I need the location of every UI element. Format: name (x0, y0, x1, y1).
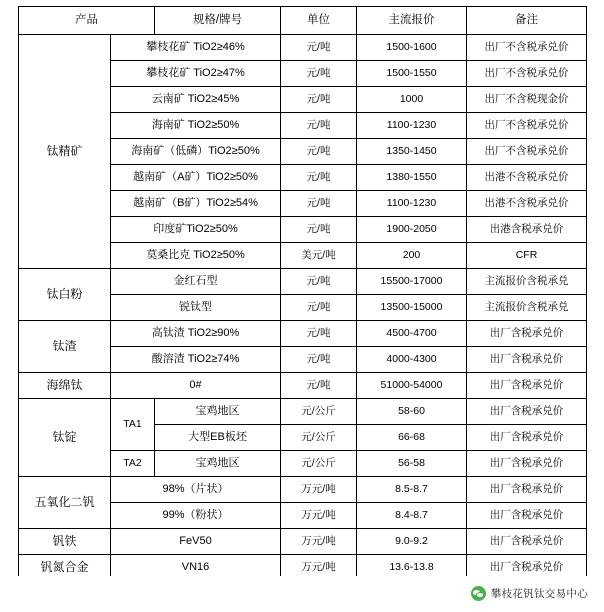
item-cell: 宝鸡地区 (155, 451, 281, 477)
price-cell: 200 (357, 243, 467, 269)
group-cell: 钛锭 (19, 399, 111, 477)
item-cell: FeV50 (111, 529, 281, 555)
note-cell: 出厂含税承兑价 (467, 347, 587, 373)
grade-cell: TA2 (111, 451, 155, 477)
unit-cell: 元/公斤 (281, 451, 357, 477)
header-unit: 单位 (281, 7, 357, 35)
group-cell: 钒氮合金 (19, 555, 111, 581)
unit-cell: 万元/吨 (281, 555, 357, 581)
table-row (19, 529, 587, 555)
table-row (19, 373, 587, 399)
note-cell: 出厂含税承兑价 (467, 477, 587, 503)
header-note: 备注 (467, 7, 587, 35)
group-cell: 钛白粉 (19, 269, 111, 321)
note-cell: 出厂不含税承兑价 (467, 139, 587, 165)
table-row (19, 477, 587, 503)
unit-cell: 元/公斤 (281, 425, 357, 451)
table-body (19, 35, 587, 581)
item-cell: 印度矿TiO2≥50% (111, 217, 281, 243)
item-cell: 98%（片状） (111, 477, 281, 503)
price-cell: 1500-1550 (357, 61, 467, 87)
unit-cell: 美元/吨 (281, 243, 357, 269)
note-cell: 出港不含税承兑价 (467, 191, 587, 217)
note-cell: 出港不含税承兑价 (467, 165, 587, 191)
price-cell: 1000 (357, 87, 467, 113)
unit-cell: 元/吨 (281, 61, 357, 87)
item-cell: VN16 (111, 555, 281, 581)
item-cell: 越南矿（A矿）TiO2≥50% (111, 165, 281, 191)
unit-cell: 元/吨 (281, 113, 357, 139)
price-table (18, 6, 587, 581)
note-cell: CFR (467, 243, 587, 269)
item-cell: 大型EB板坯 (155, 425, 281, 451)
note-cell: 出厂不含税承兑价 (467, 61, 587, 87)
price-table-container (18, 6, 586, 581)
item-cell: 锐钛型 (111, 295, 281, 321)
note-cell: 出厂含税承兑价 (467, 399, 587, 425)
header-spec: 规格/牌号 (155, 7, 281, 35)
item-cell: 0# (111, 373, 281, 399)
item-cell: 酸溶渣 TiO2≥74% (111, 347, 281, 373)
table-header-row (19, 7, 587, 35)
note-cell: 出厂含税承兑价 (467, 321, 587, 347)
unit-cell: 万元/吨 (281, 529, 357, 555)
group-cell: 海绵钛 (19, 373, 111, 399)
unit-cell: 元/吨 (281, 87, 357, 113)
item-cell: 宝鸡地区 (155, 399, 281, 425)
price-cell: 1350-1450 (357, 139, 467, 165)
note-cell: 主流报价含税承兑 (467, 269, 587, 295)
item-cell: 高钛渣 TiO2≥90% (111, 321, 281, 347)
wechat-account-name: 攀枝花钒钛交易中心 (490, 588, 588, 600)
price-cell: 66-68 (357, 425, 467, 451)
grade-cell: TA1 (111, 399, 155, 451)
note-cell: 出厂含税承兑价 (467, 503, 587, 529)
price-cell: 51000-54000 (357, 373, 467, 399)
item-cell: 99%（粉状） (111, 503, 281, 529)
item-cell: 海南矿 TiO2≥50% (111, 113, 281, 139)
price-cell: 1900-2050 (357, 217, 467, 243)
table-row (19, 321, 587, 347)
price-cell: 1500-1600 (357, 35, 467, 61)
table-header (19, 7, 587, 35)
note-cell: 出厂不含税现金价 (467, 87, 587, 113)
note-cell: 出厂含税承兑价 (467, 373, 587, 399)
price-cell: 1100-1230 (357, 191, 467, 217)
table-row (19, 399, 587, 425)
item-cell: 攀枝花矿 TiO2≥46% (111, 35, 281, 61)
unit-cell: 元/吨 (281, 373, 357, 399)
header-price: 主流报价 (357, 7, 467, 35)
item-cell: 海南矿（低磷）TiO2≥50% (111, 139, 281, 165)
unit-cell: 元/吨 (281, 165, 357, 191)
group-cell: 五氧化二钒 (19, 477, 111, 529)
table-row (19, 35, 587, 61)
unit-cell: 万元/吨 (281, 477, 357, 503)
note-cell: 主流报价含税承兑 (467, 295, 587, 321)
unit-cell: 元/吨 (281, 35, 357, 61)
header-product: 产品 (19, 7, 155, 35)
note-cell: 出厂不含税承兑价 (467, 113, 587, 139)
price-cell: 8.4-8.7 (357, 503, 467, 529)
note-cell: 出厂不含税承兑价 (467, 35, 587, 61)
price-cell: 58-60 (357, 399, 467, 425)
item-cell: 云南矿 TiO2≥45% (111, 87, 281, 113)
item-cell: 攀枝花矿 TiO2≥47% (111, 61, 281, 87)
wechat-attribution (471, 586, 588, 601)
item-cell: 莫桑比克 TiO2≥50% (111, 243, 281, 269)
note-cell: 出厂含税承兑价 (467, 451, 587, 477)
item-cell: 金红石型 (111, 269, 281, 295)
wechat-icon (471, 586, 486, 601)
item-cell: 越南矿（B矿）TiO2≥54% (111, 191, 281, 217)
table-row (19, 269, 587, 295)
price-cell: 1380-1550 (357, 165, 467, 191)
note-cell: 出厂含税承兑价 (467, 529, 587, 555)
price-cell: 13.6-13.8 (357, 555, 467, 581)
unit-cell: 元/吨 (281, 295, 357, 321)
price-cell: 4000-4300 (357, 347, 467, 373)
price-cell: 56-58 (357, 451, 467, 477)
note-cell: 出厂含税承兑价 (467, 425, 587, 451)
price-cell: 9.0-9.2 (357, 529, 467, 555)
group-cell: 钛精矿 (19, 35, 111, 269)
note-cell: 出港含税承兑价 (467, 217, 587, 243)
unit-cell: 元/吨 (281, 139, 357, 165)
unit-cell: 元/吨 (281, 217, 357, 243)
price-cell: 1100-1230 (357, 113, 467, 139)
group-cell: 钛渣 (19, 321, 111, 373)
unit-cell: 元/公斤 (281, 399, 357, 425)
note-cell: 出厂含税承兑价 (467, 555, 587, 581)
unit-cell: 元/吨 (281, 321, 357, 347)
unit-cell: 元/吨 (281, 347, 357, 373)
unit-cell: 元/吨 (281, 269, 357, 295)
price-cell: 4500-4700 (357, 321, 467, 347)
unit-cell: 万元/吨 (281, 503, 357, 529)
unit-cell: 元/吨 (281, 191, 357, 217)
price-cell: 13500-15000 (357, 295, 467, 321)
group-cell: 钒铁 (19, 529, 111, 555)
price-cell: 8.5-8.7 (357, 477, 467, 503)
price-cell: 15500-17000 (357, 269, 467, 295)
